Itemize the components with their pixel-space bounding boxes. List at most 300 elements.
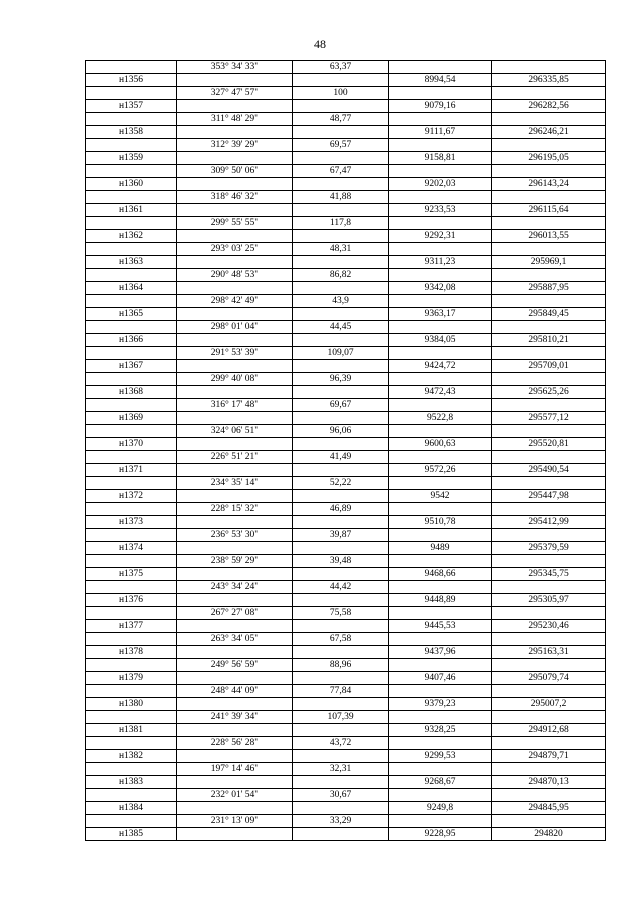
point-id-cell: [86, 295, 177, 308]
point-id-cell: н1378: [86, 646, 177, 659]
point-id-cell: [86, 373, 177, 386]
point-id-cell: [86, 529, 177, 542]
distance-cell: 43,72: [293, 737, 389, 750]
point-id-cell: [86, 503, 177, 516]
direction-angle-cell: [177, 490, 293, 503]
direction-angle-cell: [177, 386, 293, 399]
distance-cell: [293, 204, 389, 217]
point-id-cell: [86, 711, 177, 724]
y-coordinate-cell: 295345,75: [492, 568, 606, 581]
y-coordinate-cell: [492, 139, 606, 152]
x-coordinate-cell: [389, 139, 492, 152]
point-id-cell: [86, 139, 177, 152]
y-coordinate-cell: [492, 815, 606, 828]
segment-row: [86, 61, 606, 74]
y-coordinate-cell: 295810,21: [492, 334, 606, 347]
y-coordinate-cell: 294820: [492, 828, 606, 841]
y-coordinate-cell: [492, 685, 606, 698]
point-id-cell: [86, 243, 177, 256]
point-id-cell: [86, 165, 177, 178]
y-coordinate-cell: [492, 347, 606, 360]
y-coordinate-cell: [492, 555, 606, 568]
distance-cell: 41,49: [293, 451, 389, 464]
direction-angle-cell: [177, 100, 293, 113]
x-coordinate-cell: 9342,08: [389, 282, 492, 295]
distance-cell: [293, 334, 389, 347]
x-coordinate-cell: [389, 477, 492, 490]
point-id-cell: н1380: [86, 698, 177, 711]
distance-cell: 100: [293, 87, 389, 100]
x-coordinate-cell: [389, 633, 492, 646]
point-id-cell: [86, 815, 177, 828]
x-coordinate-cell: 9233,53: [389, 204, 492, 217]
x-coordinate-cell: 9111,67: [389, 126, 492, 139]
segment-row: [86, 685, 606, 698]
point-row: [86, 490, 606, 503]
point-row: [86, 594, 606, 607]
distance-cell: [293, 126, 389, 139]
point-id-cell: [86, 425, 177, 438]
point-id-cell: н1377: [86, 620, 177, 633]
x-coordinate-cell: [389, 737, 492, 750]
y-coordinate-cell: [492, 503, 606, 516]
direction-angle-cell: [177, 412, 293, 425]
distance-cell: [293, 464, 389, 477]
point-id-cell: н1374: [86, 542, 177, 555]
distance-cell: [293, 438, 389, 451]
distance-cell: [293, 828, 389, 841]
x-coordinate-cell: [389, 373, 492, 386]
direction-angle-cell: [177, 646, 293, 659]
x-coordinate-cell: 9489: [389, 542, 492, 555]
x-coordinate-cell: 9299,53: [389, 750, 492, 763]
point-id-cell: н1376: [86, 594, 177, 607]
point-id-cell: н1366: [86, 334, 177, 347]
y-coordinate-cell: 295969,1: [492, 256, 606, 269]
distance-cell: [293, 620, 389, 633]
y-coordinate-cell: 296246,21: [492, 126, 606, 139]
x-coordinate-cell: 9600,63: [389, 438, 492, 451]
y-coordinate-cell: [492, 737, 606, 750]
y-coordinate-cell: 296143,24: [492, 178, 606, 191]
distance-cell: [293, 178, 389, 191]
direction-angle-cell: 299° 40' 08": [177, 373, 293, 386]
y-coordinate-cell: [492, 87, 606, 100]
distance-cell: [293, 230, 389, 243]
y-coordinate-cell: [492, 373, 606, 386]
point-row: [86, 724, 606, 737]
point-id-cell: н1373: [86, 516, 177, 529]
distance-cell: 48,77: [293, 113, 389, 126]
point-id-cell: н1357: [86, 100, 177, 113]
point-id-cell: [86, 737, 177, 750]
point-row: [86, 386, 606, 399]
point-id-cell: [86, 477, 177, 490]
x-coordinate-cell: [389, 685, 492, 698]
point-row: [86, 256, 606, 269]
distance-cell: [293, 802, 389, 815]
distance-cell: 86,82: [293, 269, 389, 282]
y-coordinate-cell: 296195,05: [492, 152, 606, 165]
y-coordinate-cell: [492, 711, 606, 724]
x-coordinate-cell: [389, 347, 492, 360]
segment-row: [86, 633, 606, 646]
distance-cell: 67,58: [293, 633, 389, 646]
distance-cell: [293, 74, 389, 87]
point-row: [86, 828, 606, 841]
distance-cell: 46,89: [293, 503, 389, 516]
x-coordinate-cell: 9522,8: [389, 412, 492, 425]
y-coordinate-cell: 295079,74: [492, 672, 606, 685]
direction-angle-cell: 232° 01' 54": [177, 789, 293, 802]
y-coordinate-cell: [492, 113, 606, 126]
segment-row: [86, 659, 606, 672]
segment-row: [86, 529, 606, 542]
point-row: [86, 542, 606, 555]
x-coordinate-cell: 8994,54: [389, 74, 492, 87]
point-id-cell: н1382: [86, 750, 177, 763]
point-id-cell: [86, 399, 177, 412]
point-id-cell: н1360: [86, 178, 177, 191]
direction-angle-cell: 234° 35' 14": [177, 477, 293, 490]
x-coordinate-cell: 9437,96: [389, 646, 492, 659]
y-coordinate-cell: 296282,56: [492, 100, 606, 113]
distance-cell: 69,57: [293, 139, 389, 152]
x-coordinate-cell: [389, 321, 492, 334]
table-body: [86, 61, 606, 841]
point-id-cell: н1383: [86, 776, 177, 789]
direction-angle-cell: 299° 55' 55": [177, 217, 293, 230]
y-coordinate-cell: [492, 607, 606, 620]
direction-angle-cell: [177, 828, 293, 841]
point-id-cell: [86, 659, 177, 672]
x-coordinate-cell: [389, 555, 492, 568]
distance-cell: 69,67: [293, 399, 389, 412]
distance-cell: [293, 256, 389, 269]
point-id-cell: [86, 763, 177, 776]
point-id-cell: [86, 451, 177, 464]
x-coordinate-cell: [389, 399, 492, 412]
point-id-cell: [86, 87, 177, 100]
direction-angle-cell: [177, 542, 293, 555]
direction-angle-cell: [177, 776, 293, 789]
point-id-cell: н1362: [86, 230, 177, 243]
segment-row: [86, 113, 606, 126]
direction-angle-cell: 318° 46' 32": [177, 191, 293, 204]
y-coordinate-cell: [492, 243, 606, 256]
point-id-cell: н1375: [86, 568, 177, 581]
y-coordinate-cell: [492, 61, 606, 74]
x-coordinate-cell: 9445,53: [389, 620, 492, 633]
direction-angle-cell: [177, 620, 293, 633]
distance-cell: 52,22: [293, 477, 389, 490]
y-coordinate-cell: [492, 269, 606, 282]
x-coordinate-cell: [389, 243, 492, 256]
y-coordinate-cell: 296013,55: [492, 230, 606, 243]
distance-cell: 75,58: [293, 607, 389, 620]
distance-cell: 67,47: [293, 165, 389, 178]
direction-angle-cell: [177, 152, 293, 165]
x-coordinate-cell: [389, 503, 492, 516]
x-coordinate-cell: 9249,8: [389, 802, 492, 815]
point-id-cell: [86, 555, 177, 568]
x-coordinate-cell: 9542: [389, 490, 492, 503]
distance-cell: 43,9: [293, 295, 389, 308]
x-coordinate-cell: [389, 113, 492, 126]
distance-cell: 44,45: [293, 321, 389, 334]
direction-angle-cell: 226° 51' 21": [177, 451, 293, 464]
distance-cell: 63,37: [293, 61, 389, 74]
x-coordinate-cell: [389, 191, 492, 204]
direction-angle-cell: [177, 178, 293, 191]
point-id-cell: [86, 789, 177, 802]
segment-row: [86, 607, 606, 620]
point-id-cell: [86, 685, 177, 698]
point-id-cell: н1359: [86, 152, 177, 165]
y-coordinate-cell: 295305,97: [492, 594, 606, 607]
point-id-cell: н1363: [86, 256, 177, 269]
direction-angle-cell: 327° 47' 57": [177, 87, 293, 100]
distance-cell: 41,88: [293, 191, 389, 204]
segment-row: [86, 763, 606, 776]
x-coordinate-cell: 9311,23: [389, 256, 492, 269]
x-coordinate-cell: [389, 815, 492, 828]
y-coordinate-cell: [492, 581, 606, 594]
distance-cell: [293, 360, 389, 373]
x-coordinate-cell: 9079,16: [389, 100, 492, 113]
direction-angle-cell: 309° 50' 06": [177, 165, 293, 178]
distance-cell: 96,39: [293, 373, 389, 386]
direction-angle-cell: [177, 230, 293, 243]
point-id-cell: н1379: [86, 672, 177, 685]
point-row: [86, 282, 606, 295]
point-id-cell: н1356: [86, 74, 177, 87]
direction-angle-cell: 243° 34' 24": [177, 581, 293, 594]
distance-cell: [293, 282, 389, 295]
distance-cell: [293, 386, 389, 399]
direction-angle-cell: 324° 06' 51": [177, 425, 293, 438]
distance-cell: 48,31: [293, 243, 389, 256]
point-row: [86, 620, 606, 633]
direction-angle-cell: [177, 672, 293, 685]
point-id-cell: [86, 347, 177, 360]
direction-angle-cell: [177, 568, 293, 581]
direction-angle-cell: 353° 34' 33": [177, 61, 293, 74]
point-id-cell: н1372: [86, 490, 177, 503]
distance-cell: [293, 646, 389, 659]
direction-angle-cell: [177, 724, 293, 737]
x-coordinate-cell: 9292,31: [389, 230, 492, 243]
point-row: [86, 334, 606, 347]
direction-angle-cell: 293° 03' 25": [177, 243, 293, 256]
point-id-cell: н1369: [86, 412, 177, 425]
x-coordinate-cell: 9328,25: [389, 724, 492, 737]
x-coordinate-cell: 9407,46: [389, 672, 492, 685]
x-coordinate-cell: [389, 763, 492, 776]
point-id-cell: н1371: [86, 464, 177, 477]
distance-cell: 96,06: [293, 425, 389, 438]
direction-angle-cell: 267° 27' 08": [177, 607, 293, 620]
point-row: [86, 360, 606, 373]
distance-cell: [293, 100, 389, 113]
y-coordinate-cell: [492, 789, 606, 802]
x-coordinate-cell: 9363,17: [389, 308, 492, 321]
direction-angle-cell: 316° 17' 48": [177, 399, 293, 412]
distance-cell: [293, 490, 389, 503]
point-id-cell: н1381: [86, 724, 177, 737]
y-coordinate-cell: 295520,81: [492, 438, 606, 451]
y-coordinate-cell: 295230,46: [492, 620, 606, 633]
point-row: [86, 672, 606, 685]
x-coordinate-cell: 9572,26: [389, 464, 492, 477]
y-coordinate-cell: [492, 633, 606, 646]
segment-row: [86, 425, 606, 438]
direction-angle-cell: 298° 01' 04": [177, 321, 293, 334]
segment-row: [86, 555, 606, 568]
point-id-cell: [86, 581, 177, 594]
y-coordinate-cell: [492, 321, 606, 334]
point-id-cell: [86, 607, 177, 620]
segment-row: [86, 503, 606, 516]
direction-angle-cell: [177, 282, 293, 295]
direction-angle-cell: 231° 13' 09": [177, 815, 293, 828]
point-row: [86, 178, 606, 191]
direction-angle-cell: [177, 360, 293, 373]
y-coordinate-cell: 296335,85: [492, 74, 606, 87]
distance-cell: [293, 308, 389, 321]
point-row: [86, 646, 606, 659]
x-coordinate-cell: [389, 451, 492, 464]
direction-angle-cell: [177, 74, 293, 87]
x-coordinate-cell: [389, 87, 492, 100]
segment-row: [86, 451, 606, 464]
point-row: [86, 412, 606, 425]
point-id-cell: н1385: [86, 828, 177, 841]
y-coordinate-cell: [492, 217, 606, 230]
y-coordinate-cell: 295379,59: [492, 542, 606, 555]
y-coordinate-cell: [492, 165, 606, 178]
y-coordinate-cell: 295577,12: [492, 412, 606, 425]
y-coordinate-cell: 295709,01: [492, 360, 606, 373]
x-coordinate-cell: 9202,03: [389, 178, 492, 191]
point-id-cell: [86, 217, 177, 230]
direction-angle-cell: [177, 204, 293, 217]
direction-angle-cell: [177, 516, 293, 529]
distance-cell: [293, 568, 389, 581]
y-coordinate-cell: 295887,95: [492, 282, 606, 295]
point-id-cell: н1364: [86, 282, 177, 295]
coordinates-table: [85, 60, 606, 841]
point-id-cell: [86, 191, 177, 204]
distance-cell: 33,29: [293, 815, 389, 828]
segment-row: [86, 373, 606, 386]
segment-row: [86, 399, 606, 412]
y-coordinate-cell: 296115,64: [492, 204, 606, 217]
distance-cell: [293, 594, 389, 607]
point-id-cell: н1367: [86, 360, 177, 373]
distance-cell: 109,07: [293, 347, 389, 360]
segment-row: [86, 581, 606, 594]
direction-angle-cell: [177, 802, 293, 815]
x-coordinate-cell: [389, 529, 492, 542]
x-coordinate-cell: [389, 295, 492, 308]
distance-cell: [293, 542, 389, 555]
x-coordinate-cell: 9468,66: [389, 568, 492, 581]
point-id-cell: н1384: [86, 802, 177, 815]
distance-cell: 88,96: [293, 659, 389, 672]
x-coordinate-cell: 9228,95: [389, 828, 492, 841]
direction-angle-cell: 228° 56' 28": [177, 737, 293, 750]
x-coordinate-cell: 9158,81: [389, 152, 492, 165]
segment-row: [86, 217, 606, 230]
segment-row: [86, 347, 606, 360]
x-coordinate-cell: [389, 61, 492, 74]
point-row: [86, 698, 606, 711]
direction-angle-cell: 263° 34' 05": [177, 633, 293, 646]
x-coordinate-cell: 9379,23: [389, 698, 492, 711]
direction-angle-cell: 311° 48' 29": [177, 113, 293, 126]
direction-angle-cell: 236° 53' 30": [177, 529, 293, 542]
distance-cell: 44,42: [293, 581, 389, 594]
distance-cell: [293, 698, 389, 711]
y-coordinate-cell: 294912,68: [492, 724, 606, 737]
point-id-cell: [86, 269, 177, 282]
x-coordinate-cell: [389, 789, 492, 802]
point-row: [86, 100, 606, 113]
distance-cell: 77,84: [293, 685, 389, 698]
segment-row: [86, 295, 606, 308]
point-id-cell: н1370: [86, 438, 177, 451]
direction-angle-cell: [177, 750, 293, 763]
point-id-cell: [86, 633, 177, 646]
direction-angle-cell: [177, 126, 293, 139]
segment-row: [86, 477, 606, 490]
point-id-cell: н1358: [86, 126, 177, 139]
point-id-cell: [86, 61, 177, 74]
y-coordinate-cell: 294845,95: [492, 802, 606, 815]
segment-row: [86, 815, 606, 828]
y-coordinate-cell: 295447,98: [492, 490, 606, 503]
direction-angle-cell: 238° 59' 29": [177, 555, 293, 568]
point-row: [86, 152, 606, 165]
page-number: 48: [314, 37, 326, 51]
segment-row: [86, 165, 606, 178]
direction-angle-cell: [177, 438, 293, 451]
point-id-cell: [86, 321, 177, 334]
direction-angle-cell: [177, 334, 293, 347]
y-coordinate-cell: 295412,99: [492, 516, 606, 529]
distance-cell: 32,31: [293, 763, 389, 776]
y-coordinate-cell: [492, 425, 606, 438]
point-row: [86, 126, 606, 139]
x-coordinate-cell: [389, 659, 492, 672]
direction-angle-cell: [177, 464, 293, 477]
distance-cell: [293, 516, 389, 529]
point-id-cell: н1365: [86, 308, 177, 321]
segment-row: [86, 321, 606, 334]
x-coordinate-cell: 9268,67: [389, 776, 492, 789]
direction-angle-cell: [177, 256, 293, 269]
segment-row: [86, 789, 606, 802]
point-row: [86, 464, 606, 477]
y-coordinate-cell: 295490,54: [492, 464, 606, 477]
direction-angle-cell: 248° 44' 09": [177, 685, 293, 698]
x-coordinate-cell: 9472,43: [389, 386, 492, 399]
direction-angle-cell: 312° 39' 29": [177, 139, 293, 152]
point-row: [86, 438, 606, 451]
point-row: [86, 308, 606, 321]
segment-row: [86, 191, 606, 204]
